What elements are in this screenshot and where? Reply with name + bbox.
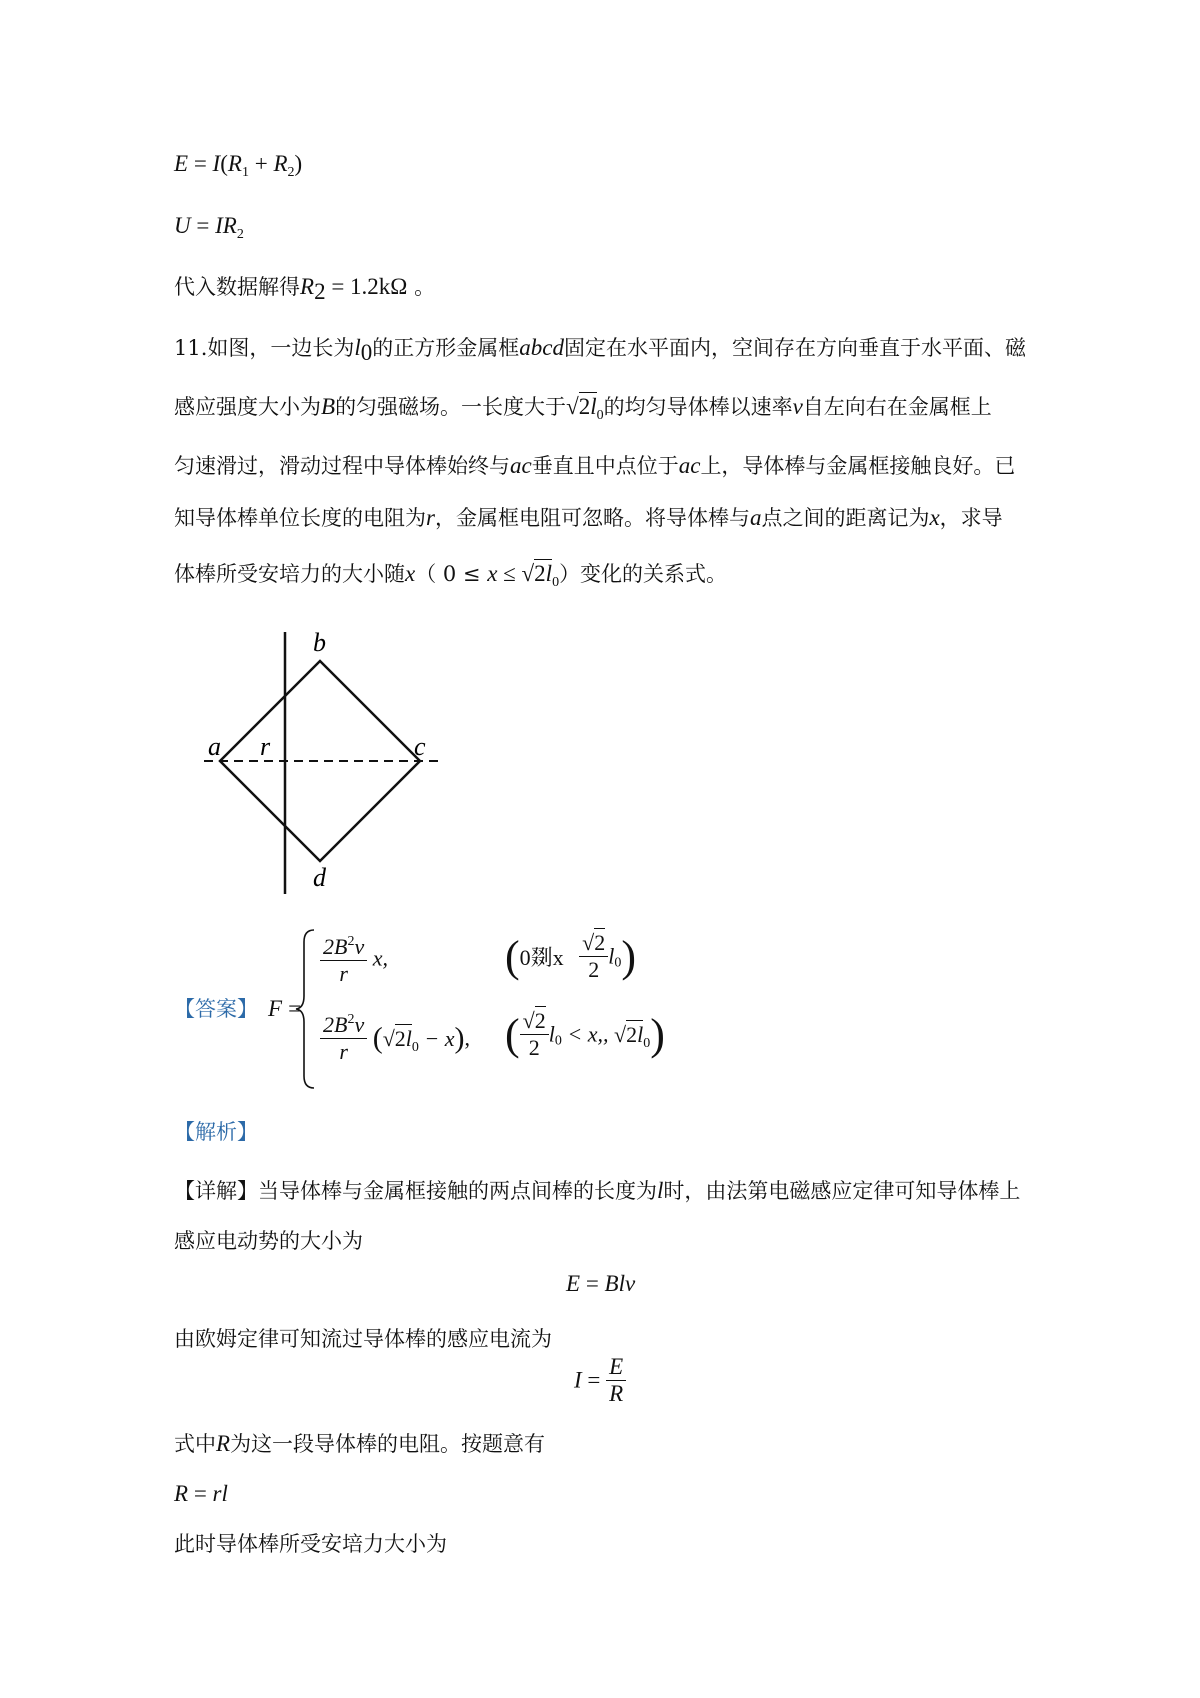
problem-line-5: 体棒所受安培力的大小随x（ $0 \le x \le √2l_0$）变化的关系式。 [174, 561, 728, 590]
problem-line-3: 匀速滑过，滑动过程中导体棒始终与ac垂直且中点位于ac上，导体棒与金属框接触良好。已 [174, 453, 1016, 478]
problem-line-1: 11.如图，一边长为$l_0$的正方形金属框abcd固定在水平面内，空间存在方向垂直于水平面、磁 [174, 335, 1027, 365]
answer-case-2: $\frac{2B^2v}{r}$ $(√2l_0 - x)$, [320, 1012, 470, 1065]
resistance-text: 式中R为这一段导体棒的电阻。按题意有 [174, 1431, 546, 1456]
answer-case-1-condition: (0剟x $\frac{√2}{2}$ $l_0$) [505, 930, 637, 982]
piecewise-left-brace [294, 928, 318, 1090]
analysis-tag: 【解析】 [174, 1120, 258, 1144]
problem-line-2: 感应强度大小为B的匀强磁场。一长度大于$√2l_0$的均匀导体棒以速率v自左向右在金属框上 [174, 394, 992, 423]
detail-line-2: 感应电动势的大小为 [174, 1229, 363, 1253]
problem-line-4: 知导体棒单位长度的电阻为r，金属框电阻可忽略。将导体棒与a点之间的距离记为x，求导 [174, 505, 1003, 530]
equation-R-rl: R = rl [174, 1481, 228, 1506]
equation-I-E-over-R: I = $\frac{E}{R}$ [574, 1354, 626, 1407]
square-frame-diagram [190, 628, 450, 898]
ohm-law-text: 由欧姆定律可知流过导体棒的感应电流为 [174, 1327, 552, 1351]
force-text: 此时导体棒所受安培力大小为 [174, 1532, 447, 1556]
label-d: d [313, 863, 326, 892]
equation-E-Blv: E = Blv [566, 1271, 636, 1296]
answer-case-1: $\frac{2B^2v}{r}$ x, [320, 934, 388, 1004]
answer-tag: 【答案】 F = [174, 996, 302, 1021]
detail-line-1: 【详解】当导体棒与金属框接触的两点间棒的长度为l时，由法第电磁感应定律可知导体棒上 [174, 1178, 1021, 1203]
equation-voltage: $U = IR_2$ [174, 213, 244, 242]
answer-case-2-condition: ( $\frac{√2}{2}$ $l_0 < x$,, $√2l_0$) [505, 1008, 665, 1060]
result-line: 代入数据解得$R_2 = 1.2k\Omega$ 。 [174, 274, 436, 304]
equation-emf: $E = I(R_1 + R_2)$ [174, 151, 303, 180]
label-b: b [313, 628, 326, 657]
label-c: c [414, 732, 426, 761]
label-r: r [260, 732, 271, 761]
label-a: a [208, 732, 221, 761]
